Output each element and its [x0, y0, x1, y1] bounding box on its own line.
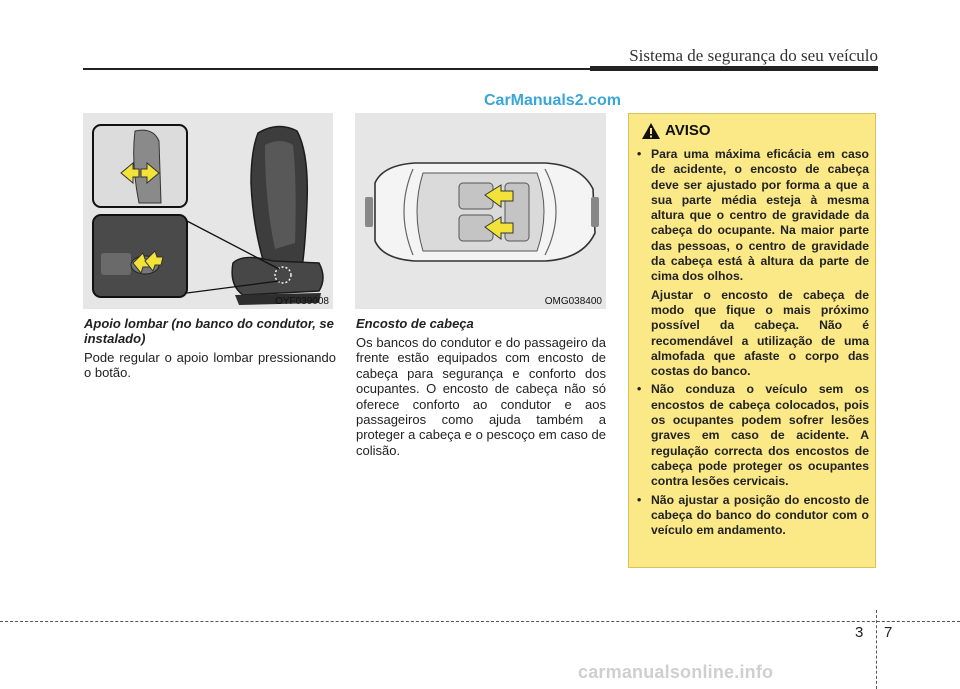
footer-dashed-rule [0, 621, 960, 622]
headrest-body: Os bancos do condutor e do passageiro da frente estão equipados com encosto de cabeça para segurança e conforto dos ocupantes. O encosto de cabeça não só oferece conforto ao condutor e aos passageiros como ajuda também a proteger a cabeça e o pescoço em caso de colisão. [356, 335, 606, 458]
bullet: • [637, 147, 642, 161]
figure-code: OYF039008 [275, 296, 329, 307]
seat-illustration [83, 113, 333, 309]
lumbar-body: Pode regular o apoio lombar pressionando o botão. [84, 350, 336, 381]
car-top-view-illustration [355, 113, 606, 309]
figure-code: OMG038400 [544, 296, 602, 307]
warning-header [641, 122, 711, 140]
warning-item-text: Para uma máxima eficácia em caso de acidente, o encosto de cabeça deve ser ajustado por forma a que a sua parte média esteja à mesma altura que o centro de gravidade da cabeça do ocupante. Na maior parte das pessoas, o centro de gravidade da cabeça está à altura da parte de cima dos olhos. [651, 147, 869, 284]
page-chapter: 3 [855, 624, 864, 641]
figure-lumbar-support [83, 113, 333, 309]
watermark-bottom: carmanualsonline.info [578, 662, 774, 682]
figure-headrest [355, 113, 606, 309]
headrest-heading: Encosto de cabeça [356, 316, 474, 331]
bullet: • [637, 492, 642, 507]
warning-item-extra: Ajustar o encosto de cabeça de modo que fique o mais próximo possível da cabeça. Não é recomendável a utilização de uma almofada que afaste o corpo das costas do banco. [651, 287, 869, 379]
bullet: • [637, 382, 642, 397]
warning-item [637, 382, 869, 489]
watermark-top: CarManuals2.com [484, 92, 621, 109]
warning-item-text: Não conduza o veículo sem os encostos de cabeça colocados, pois os ocupantes podem sofrer lesões graves em caso de acidente. A regulação correcta dos encostos de cabeça pode proteger os ocupantes contra lesões cervicais. [651, 382, 869, 489]
header-rule-accent [590, 66, 878, 71]
lumbar-heading: Apoio lombar (no banco do condutor, se instalado) [84, 316, 334, 346]
warning-item-text: Não ajustar a posição do encosto de cabeça do banco do condutor com o veículo em andamento. [651, 492, 869, 538]
page-header-title: Sistema de segurança do seu veículo [629, 46, 878, 65]
page-number: 7 [884, 624, 893, 641]
warning-item [637, 147, 869, 379]
footer-vertical-rule [876, 610, 877, 689]
warning-box [628, 113, 876, 568]
warning-list [637, 147, 869, 541]
warning-triangle-icon [641, 122, 661, 140]
warning-title: AVISO [665, 122, 711, 139]
warning-item [637, 493, 869, 539]
